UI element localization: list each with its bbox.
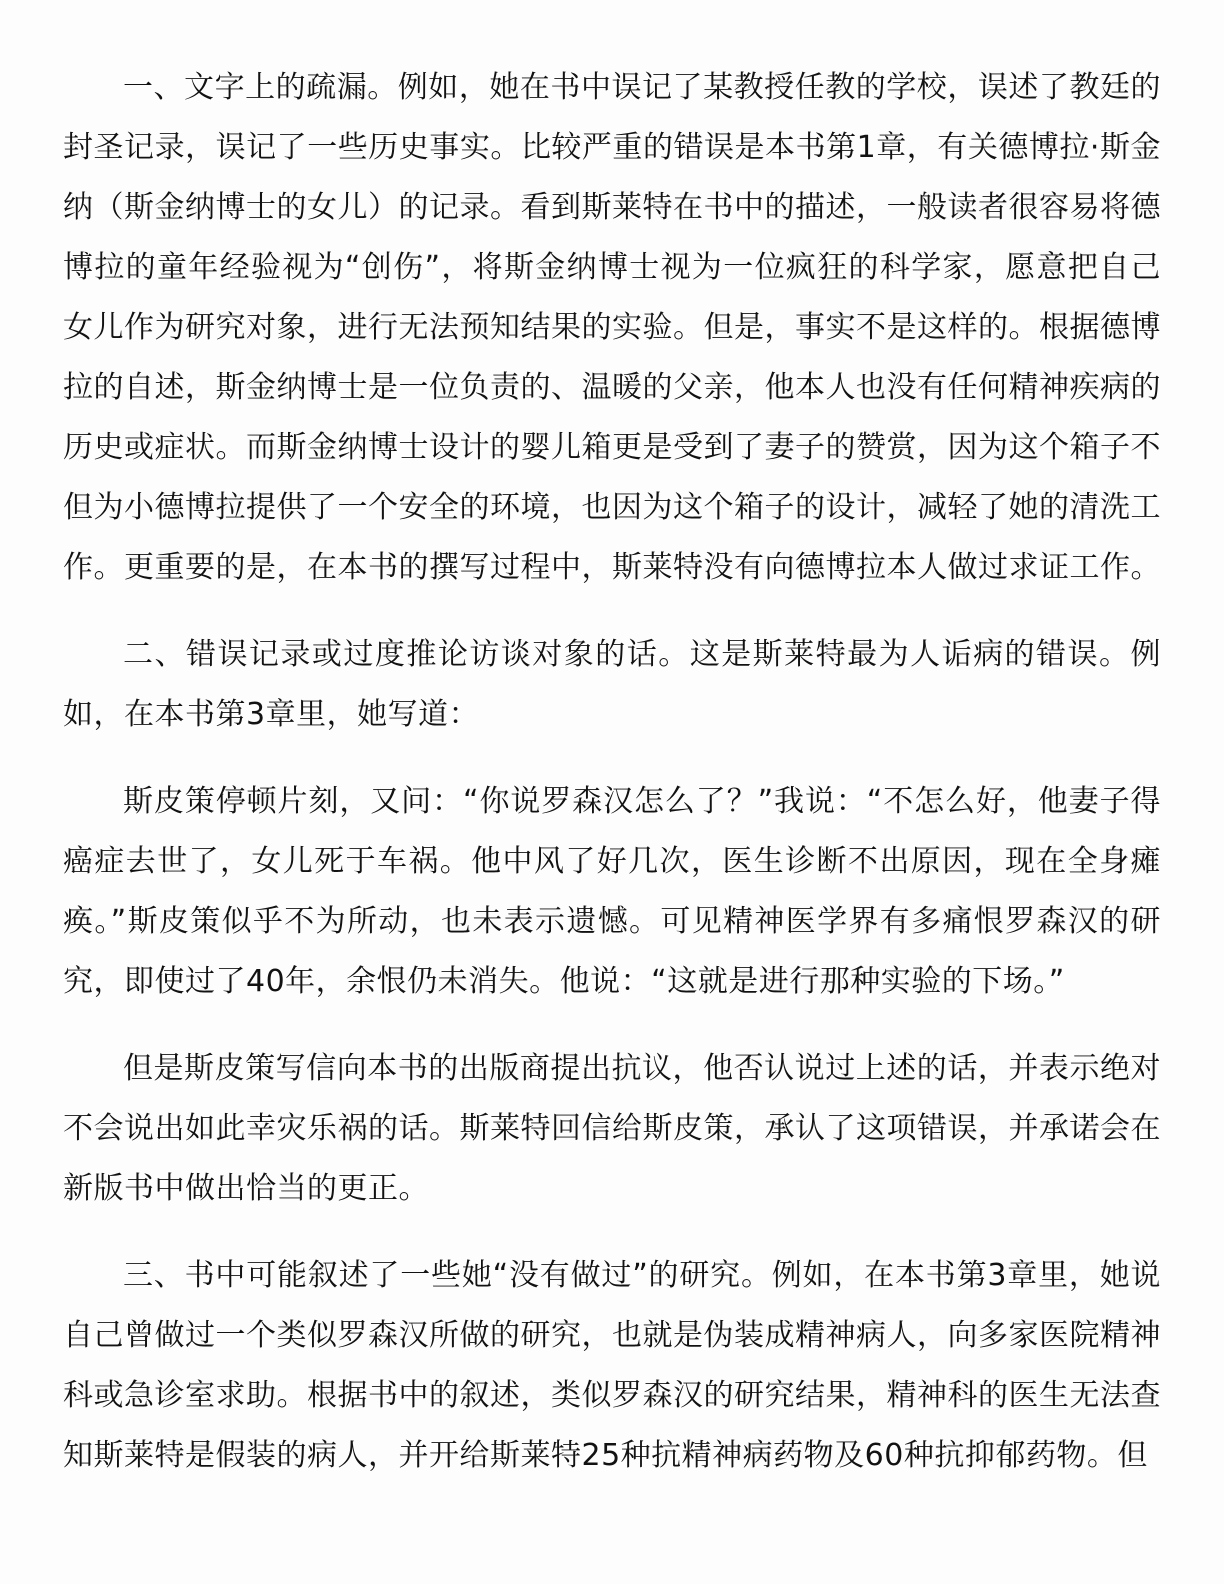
- paragraph-3-spitzer-quote: 斯皮策停顿片刻，又问：“你说罗森汉怎么了？”我说：“不怎么好，他妻子得癌症去世了，女儿死于车祸。他中风了好几次，医生诊断不出原因，现在全身瘫痪。”斯皮策似乎不为所动，也未表示遗憾。可见精神医学界有多痛恨罗森汉的研究，即使过了40年，余恨仍未消失。他说：“这就是进行那种实验的下场。”: [63, 784, 1161, 999]
- paragraph-4-spitzer-protest: 但是斯皮策写信向本书的出版商提出抗议，他否认说过上述的话，并表示绝对不会说出如此幸灾乐祸的话。斯莱特回信给斯皮策，承认了这项错误，并承诺会在新版书中做出恰当的更正。: [63, 1051, 1161, 1206]
- paragraph-1-text-errors: 一、文字上的疏漏。例如，她在书中误记了某教授任教的学校，误述了教廷的封圣记录，误记了一些历史事实。比较严重的错误是本书第1章，有关德博拉·斯金纳（斯金纳博士的女儿）的记录。看到斯莱特在书中的描述，一般读者很容易将德博拉的童年经验视为“创伤”，将斯金纳博士视为一位疯狂的科学家，愿意把自己女儿作为研究对象，进行无法预知结果的实验。但是，事实不是这样的。根据德博拉的自述，斯金纳博士是一位负责的、温暖的父亲，他本人也没有任何精神疾病的历史或症状。而斯金纳博士设计的婴儿箱更是受到了妻子的赞赏，因为这个箱子不但为小德博拉提供了一个安全的环境，也因为这个箱子的设计，减轻了她的清洗工作。更重要的是，在本书的撰写过程中，斯莱特没有向德博拉本人做过求证工作。: [63, 70, 1161, 585]
- paragraph-2-record-errors-intro: 二、错误记录或过度推论访谈对象的话。这是斯莱特最为人诟病的错误。例如，在本书第3章里，她写道：: [63, 637, 1161, 732]
- paragraph-5-undone-research: 三、书中可能叙述了一些她“没有做过”的研究。例如，在本书第3章里，她说自己曾做过一个类似罗森汉所做的研究，也就是伪装成精神病人，向多家医院精神科或急诊室求助。根据书中的叙述，类似罗森汉的研究结果，精神科的医生无法查知斯莱特是假装的病人，并开给斯莱特25种抗精神病药物及60种抗抑郁药物。但: [63, 1258, 1161, 1473]
